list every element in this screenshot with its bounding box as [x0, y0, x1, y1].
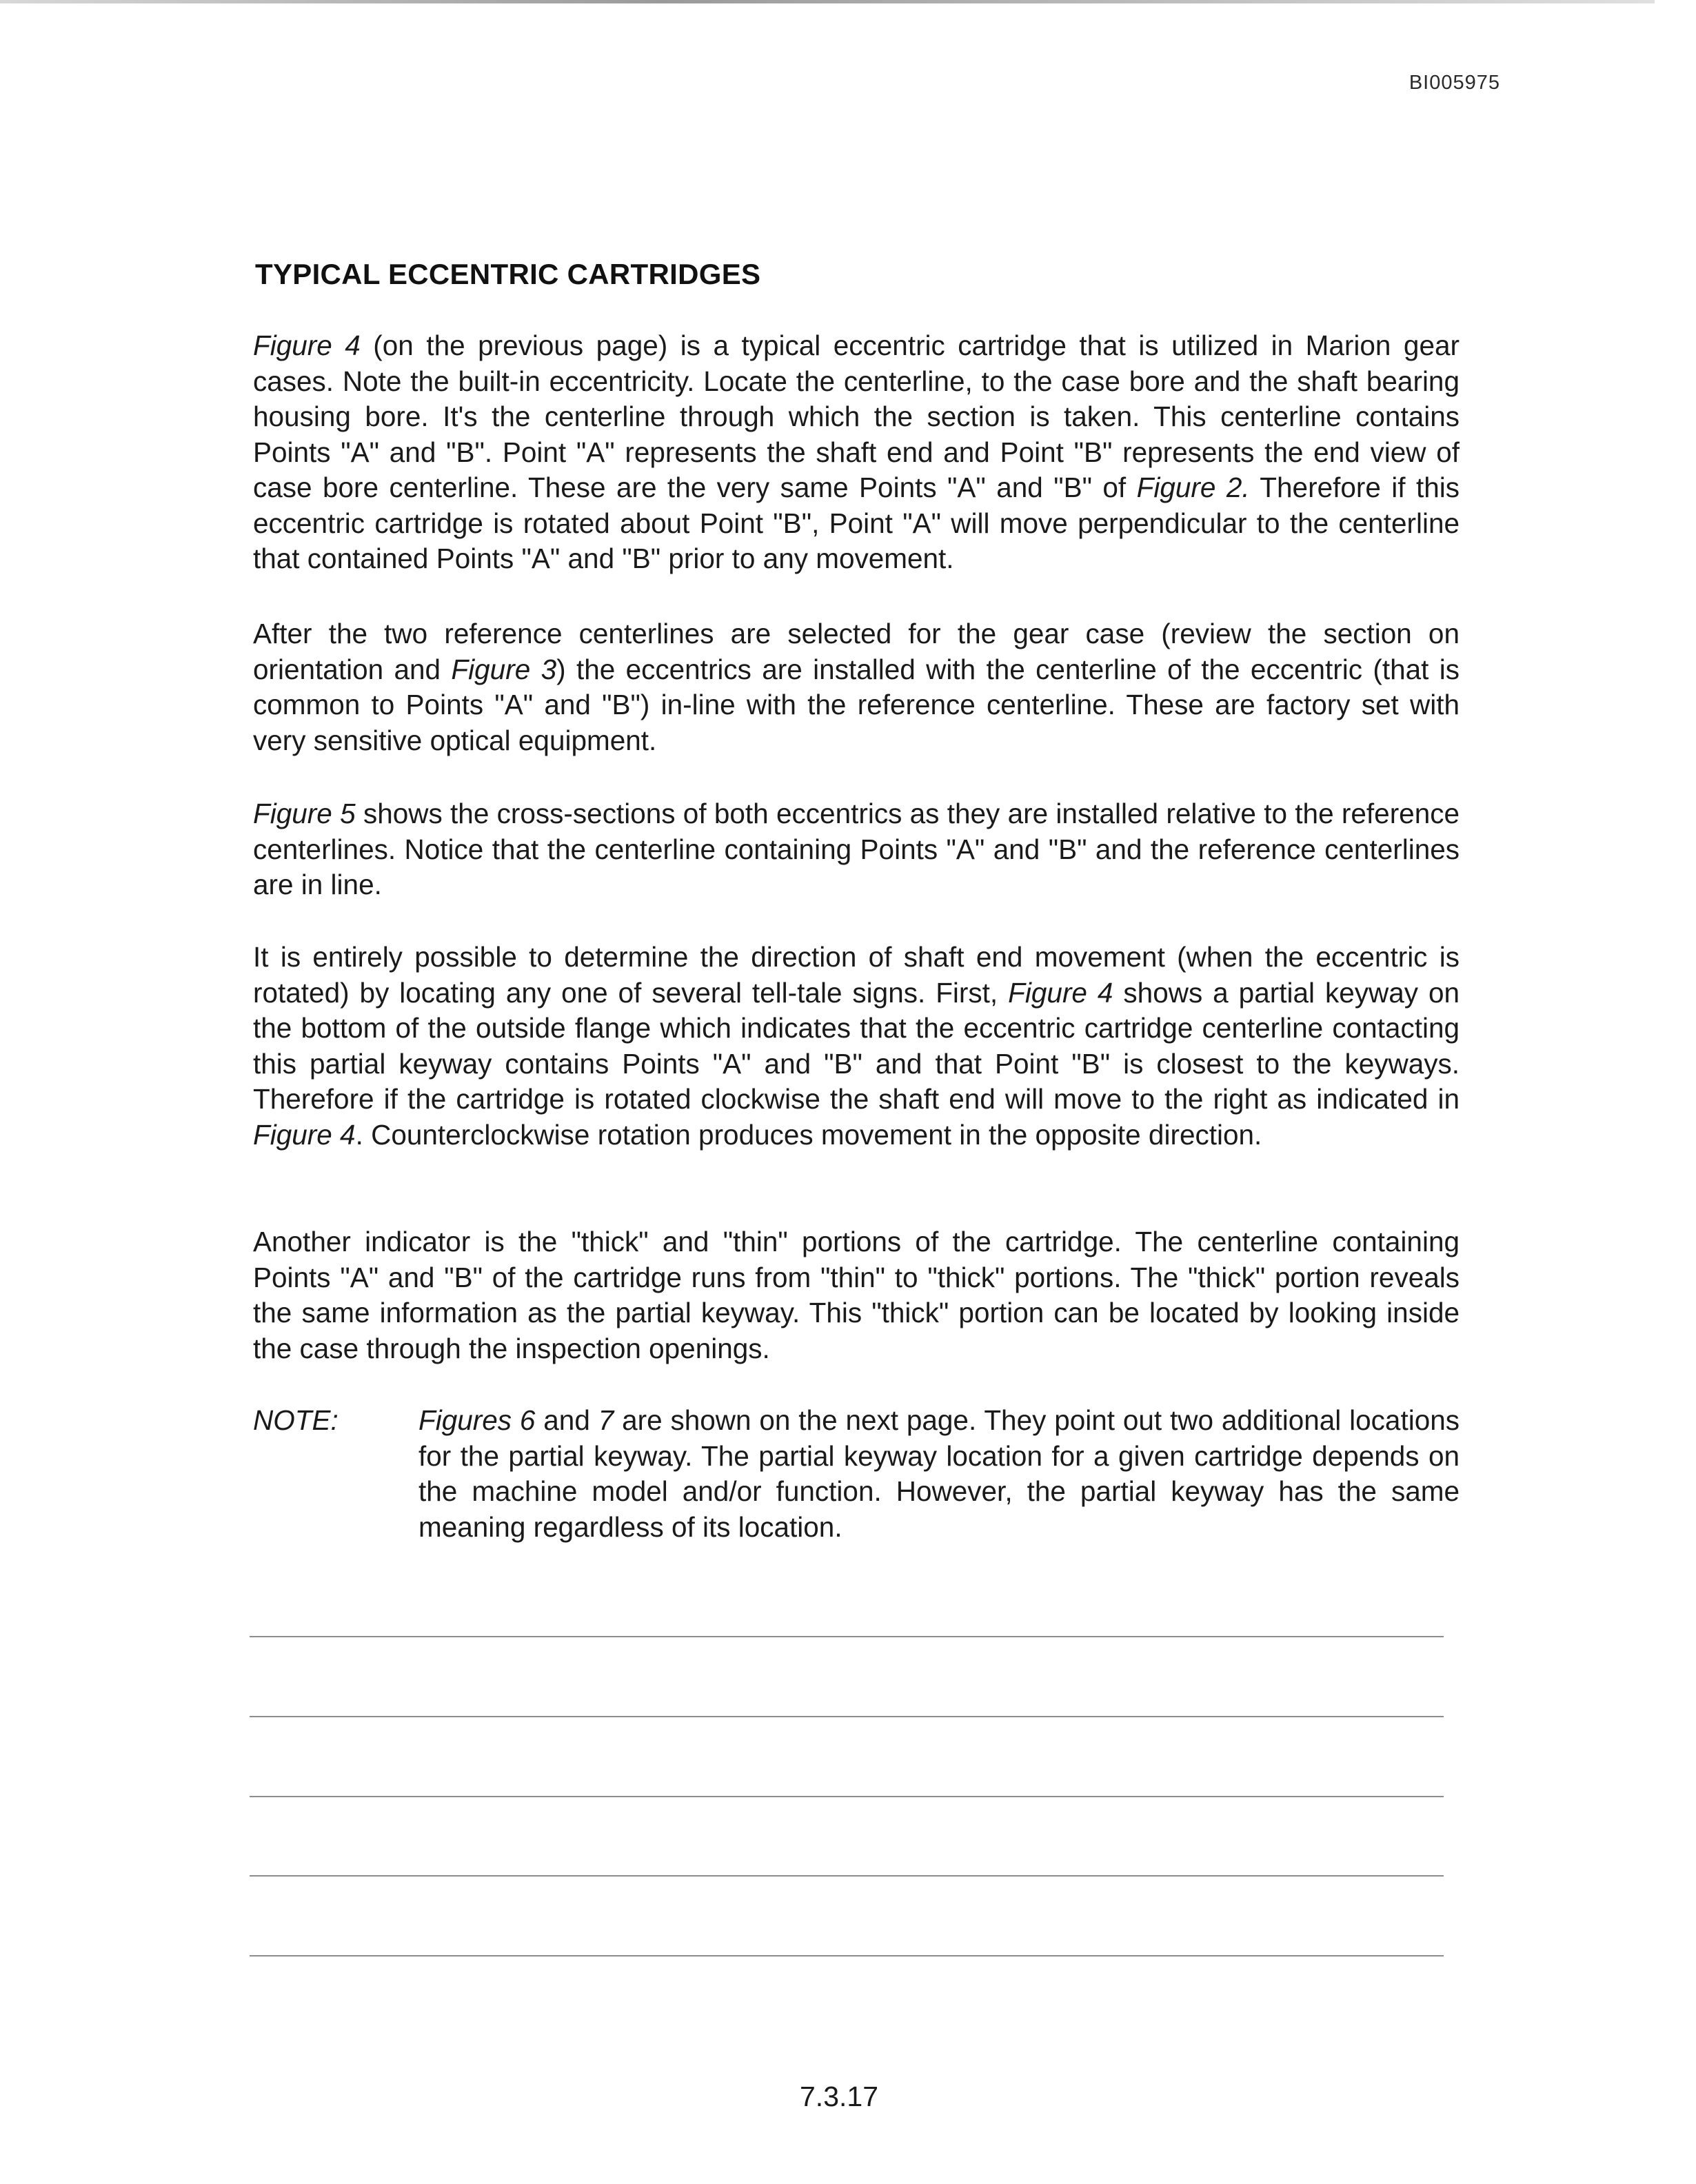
- blank-note-line: [250, 1875, 1444, 1877]
- figure-reference: Figure 4: [1008, 976, 1113, 1009]
- paragraph-2: [253, 616, 1460, 758]
- paragraph-text: Another indicator is the "thick" and "thin" portions of the cartridge. The centerline containing Points "A" and "B" of the cartridge runs from "thin" to "thick" portions. The "thick" portion reveals the same information as the partial keyway. This "thick" portion can be located by looking inside the case through the inspection openings.: [253, 1226, 1460, 1364]
- note-body: [418, 1403, 1460, 1545]
- paragraph-5: [253, 1224, 1460, 1366]
- figure-reference: Figure 2.: [1136, 472, 1250, 503]
- paragraph-text: After the two reference centerlines are selected for the gear case (review the section on orientation and: [253, 618, 1460, 685]
- note-label: NOTE:: [253, 1404, 339, 1436]
- paragraph-text: (on the previous page) is a typical eccentric cartridge that is utilized in Marion gear cases. Note the built-in eccentricity. Locate the centerline, to the case bore and the shaft bearing housing bore. It's the centerline through which the section is taken. This centerline contains Points "A" and "B". Point "A" represents the shaft end and Point "B" represents the end view of case bore centerline. These are the very same Points "A" and "B" of: [253, 330, 1460, 503]
- paragraph-1: [253, 328, 1460, 577]
- note-text: are shown on the next page. They point out two additional locations for the partial keyway. The partial keyway location for a given cartridge depends on the machine model and/or function. However, the partial keyway has the same meaning regardless of its location.: [418, 1404, 1460, 1543]
- blank-note-line: [250, 1955, 1444, 1957]
- figure-reference: Figure 4: [253, 1118, 356, 1151]
- section-heading: TYPICAL ECCENTRIC CARTRIDGES: [255, 258, 761, 290]
- note-text: and: [535, 1404, 598, 1436]
- blank-note-line: [250, 1716, 1444, 1717]
- paragraph-text: . Counterclockwise rotation produces movement in the opposite direction.: [355, 1118, 1262, 1151]
- blank-note-line: [250, 1636, 1444, 1637]
- paragraph-3: [253, 796, 1460, 903]
- figure-reference: Figure 3: [451, 653, 557, 685]
- figure-reference: Figures 6: [418, 1404, 536, 1436]
- paragraph-text: It is entirely possible to determine the direction of shaft end movement (when the eccentric is rotated) by locating any one of several tell-tale signs. First,: [253, 941, 1460, 1009]
- figure-reference: Figure 5: [253, 798, 356, 829]
- paragraph-text: Therefore if this eccentric cartridge is rotated about Point "B", Point "A" will move perpendicular to the centerline that contained Points "A" and "B" prior to any movement.: [253, 472, 1460, 574]
- scan-edge: [0, 0, 1655, 3]
- figure-reference: 7: [598, 1404, 614, 1436]
- page-number: 7.3.17: [800, 2081, 878, 2112]
- blank-note-line: [250, 1796, 1444, 1797]
- paragraph-4: [253, 940, 1460, 1153]
- figure-reference: Figure 4: [253, 330, 361, 361]
- paragraph-text: ) the eccentrics are installed with the centerline of the eccentric (that is common to Points "A" and "B") in-line with the reference centerline. These are factory set with very sensitive optical equipment.: [253, 653, 1460, 756]
- paragraph-text: shows a partial keyway on the bottom of the outside flange which indicates that the eccentric cartridge centerline contacting this partial keyway contains Points "A" and "B" and that Point "B" is closest to the keyways. Therefore if the cartridge is rotated clockwise the shaft end will move to the right as indicated in: [253, 976, 1460, 1115]
- document-id: BI005975: [1409, 72, 1500, 94]
- paragraph-text: shows the cross-sections of both eccentrics as they are installed relative to the reference centerlines. Notice that the centerline containing Points "A" and "B" and the reference centerlines are in line.: [253, 798, 1460, 900]
